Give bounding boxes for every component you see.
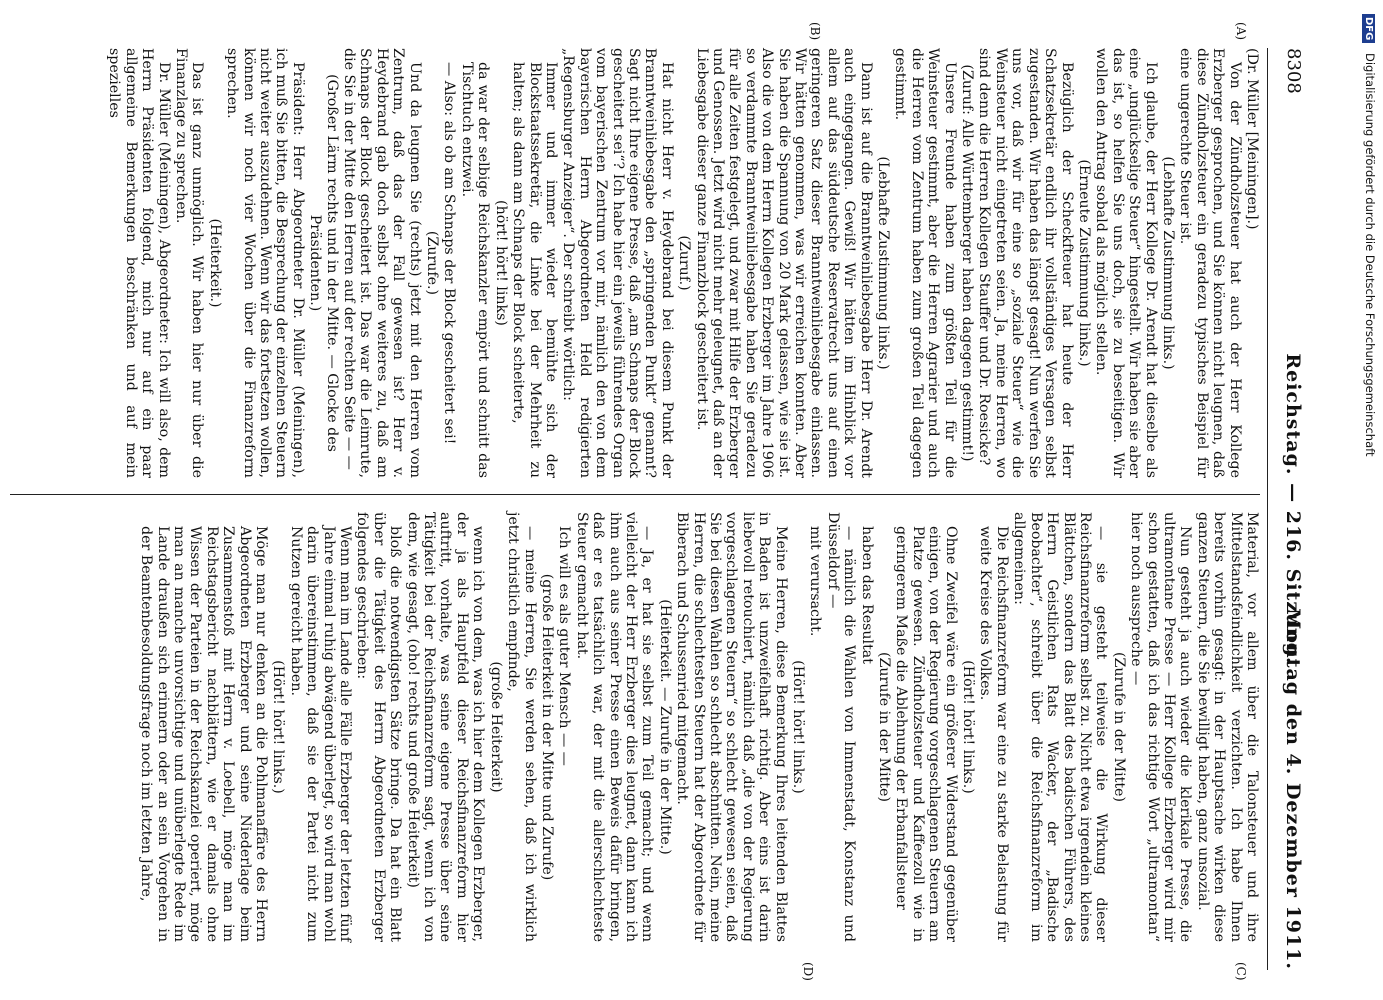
paragraph: — sie gesteht teilweise die Wirkung dieser Reichsfinanzreform selbst zu. Nicht etwa irgendein kleines Blättchen, sondern das Blatt des badischen Führers, des Herrn Geistlichen Rats Wacker, der „Badische Beobachter“, schreibt über die Reichsfinanzreform im allgemeinen:	[1011, 512, 1110, 942]
paragraph: Das ist ganz unmöglich. Wir haben hier nur über die Finanzlage zu sprechen.	[173, 48, 206, 478]
paragraph: Unsere Freunde haben zum größten Teil für die Weinsteuer gestimmt, aber die Herren Agrarier und auch die Herren vom Zentrum haben zum großen Teil dagegen gestimmt.	[892, 48, 958, 478]
paragraph: — nämlich die Wahlen von Immenstadt, Konstanz und Düsseldorf —	[824, 512, 858, 942]
paragraph: Dann ist auf die Branntweinliebesgabe Herr Dr. Arendt auch eingegangen. Gewiß! Wir hätten im Hinblick vor allem auf das süddeutsche Reservatrecht uns auf einen geringeren Satz dieser Branntweinliebesgabe einlassen. Wir hätten genommen, was wir erreichen konnten. Aber Sie haben die Spannung von 20 Mark gelassen, wie sie ist. Also die von dem Herrn Kollegen Erzberger im Jahre 1906 so verdammte Branntweinliebesgabe haben Sie geradezu für alle Zeiten festgelegt, und zwar mit Hilfe der Erzberger und Genossen. Jetzt wird nicht mehr geleugnet, daß an der Liebesgabe dieser ganze Finanzblock gescheitert ist.	[693, 48, 874, 478]
margin-mark-d: (D)	[801, 962, 815, 981]
page-number: 8308	[1283, 48, 1304, 94]
paragraph: — Also: als ob am Schnaps der Block gescheitert sei!	[441, 62, 458, 445]
interjection: (Zuruf: Alle Württemberger haben dagegen gestimmt!)	[959, 64, 976, 462]
session-date: Montag den 4. Dezember 1911.	[1282, 608, 1304, 970]
paragraph: Ich glaube, der Herr Kollege Dr. Arendt hat dieselbe als eine „unglückselige Steuer“ hingestellt. Wir haben sie aber das ist, so helfen Sie uns doch, sie zu beseitigen. Wir wollen den Antrag sobald als möglich stellen.	[1093, 48, 1159, 478]
paragraph: haben das Resultat	[858, 526, 875, 664]
paragraph: Dr. Müller (Meiningen), Abgeordneter: Ich will also, dem Herrn Präsidenten folgend, mich nur auf ein paar allgemeine Bemerkungen beschränken und auf mein spezielles	[106, 48, 172, 478]
margin-mark-a: (A)	[1234, 22, 1248, 41]
paragraph: Möge man nur denken an die Pohlmanaffäre des Herrn Abgeordneten Erzberger und seine Niederlage beim Zusammenstoß mit Herrn v. Loebell, möge man im Reichstagsbericht nachblättern, wie er damals ohne Wissen der Parteien in der Reichskanzlei operiert, möge man an manche unvorsichtige und unüberlegte Rede im Lande draußen sich erinnern oder an sein Vorgehen in der Beamtenbesoldungsfrage noch im letzten Jahre,	[138, 526, 270, 942]
interjection: (Zurufe.)	[424, 230, 441, 296]
column-divider	[10, 494, 1260, 495]
paragraph: Immer und immer wieder bemühte sich der Blockstaatssekretär, die Linke bei der Mehrheit zu halten; als dann am Schnaps der Block scheiterte,	[510, 62, 559, 478]
paragraph: Meine Herren, diese Bemerkung Ihres leitenden Blattes in Baden ist unzweifelhaft richtig. Aber eins ist darin liebevoll retouchiert, nämlich daß „die von der Regierung vorgeschlagenen Steuern“ so schlecht gewesen seien, daß Sie bei diesen Wahlen so schlecht abschnitten. Nein, meine Herren, die schlechtesten Steuern hat der Abgeordnete für Biberach und Schussenried mitgemacht.	[674, 512, 789, 942]
footer-text: Digitalisierung gefördert durch die Deutsche Forschungsgemeinschaft	[1363, 53, 1377, 457]
paragraph: mit verursacht.	[807, 526, 824, 637]
left-column	[10, 48, 1260, 478]
page-header	[1272, 48, 1312, 970]
paragraph: Nun gesteht ja auch wieder die klerikale Presse, die ultramontane Presse — Herr Kollege Erzberger wird mir schon gestatten, daß ich das richtige Wort „ultramontan“ hier noch ausspreche —	[1128, 512, 1194, 942]
interjection: (Erneute Zustimmung links.)	[1075, 159, 1092, 367]
interjection: (Hört! hört! links.)	[270, 660, 287, 794]
paragraph: Präsident: Herr Abgeordneter Dr. Müller (Meiningen), ich muß Sie bitten, die Besprechung der einzelnen Steuern nicht weiter auszudehnen. Wenn wir das fortsetzen wollen, können wir noch vier Wochen über die Finanzreform sprechen.	[224, 48, 306, 478]
page-title: Reichstag. — 216. Sitzung.	[1282, 353, 1304, 665]
margin-mark-b: (B)	[808, 22, 822, 41]
paragraph: Bezüglich der Scheckfteuer hat heute der Herr Schatzsekretär endlich ihr vollständiges Versagen selbst zugestanden. Wir haben das längst gesagt! Nun werfen Sie uns vor, daß wir für eine so „soziale Steuer“ wie die Weinsteuer nicht eingetreten seien. Ja, meine Herren, wo sind denn die Herren Kollegen Stauffer und Dr. Roesicke?	[976, 48, 1075, 478]
paragraph: — meine Herren, Sie werden sehen, daß ich wirklich jetzt christlich empfinde,	[505, 512, 538, 942]
paragraph: Hat nicht Herr v. Heydebrand bei diesem Punkt der Branntweinliebesgabe den „springenden Punkt“ genannt? Sagt nicht Ihre eigene Presse, daß „am Schnaps der Block gescheitert sei“? Ich habe hier ein jeweils führendes Organ vom bayerischen Zentrum vor mir, nämlich den von dem bayerischen Herrn Abgeordneten Held redigierten „Regensburger Anzeiger“. Der schreibt wörtlich:	[560, 48, 675, 478]
interjection: (Heiterkeit.)	[206, 218, 223, 308]
interjection: (Hört! hört! links.)	[790, 660, 807, 794]
paragraph: Wenn man im Lande alle Fälle Erzberger der letzten fünf Jahre einmal ruhig abwägend überlegt, so wird man wohl darin übereinstimmen, daß sie der Partei nicht zum Nutzen gereicht haben.	[287, 526, 354, 942]
interjection: (Zurufe in der Mitte)	[876, 652, 893, 802]
paragraph: Und da leugnen Sie (rechts) jetzt mit den Herren vom Zentrum, daß das der Fall gewesen ist? Herr v. Heydebrand gab doch selbst ohne weiteres zu, daß am Schnaps der Block gescheitert ist. Das war die Leimrute, die Sie in der Mitte den Herren auf der rechten Seite — —	[341, 48, 423, 478]
interjection: (Zuruf.)	[676, 235, 693, 291]
dfg-logo: DFG	[1362, 14, 1375, 43]
interjection: (Heiterkeit. — Zurufe in der Mitte.)	[656, 599, 673, 855]
paragraph: bloß die notwendigsten Sätze bringe. Da hat ein Blatt über die Tätigkeit des Herrn Abgeordneten Erzberger folgendes geschrieben:	[354, 512, 404, 942]
right-column	[10, 512, 1260, 942]
paragraph: — Ja, er hat sie selbst zum Teil gemacht; und wenn vielleicht der Herr Erzberger dies leugnet, dann kann ich ihm auch aus seiner Presse einen Beweis dafür bringen, daß er es tatsächlich war, der mit die allerschlechteste Steuer gemacht hat.	[573, 512, 656, 942]
interjection: (Großer Lärm rechts und in der Mitte. — Glocke des Präsidenten.)	[307, 74, 340, 452]
paragraph: Ohne Zweifel wäre ein größerer Widerstand gegenüber einigen, von der Regierung vorgeschlagenen Steuern am Platze gewesen. Zündholzsteuer und Kaffeezoll wie in geringerem Maße die Ablehnung der Erbanfallsteuer	[893, 526, 959, 942]
interjection: (Lebhafte Zustimmung links.)	[875, 156, 892, 370]
paragraph: (Dr. Müller [Meiningen].)	[1244, 48, 1260, 230]
header-rule	[1267, 48, 1268, 970]
paragraph: da war der selbige Reichskanzler empört und schnitt das Tischtuch entzwei.	[458, 62, 492, 478]
paragraph: Von der Zündholzsteuer hat auch der Herr Kollege Erzberger gesprochen, und Sie können nicht leugnen, daß diese Zündholzsteuer ein geradezu typisches Beispiel für eine ungerechte Steuer ist.	[1177, 48, 1243, 478]
margin-mark-c: (C)	[1234, 962, 1248, 981]
paragraph: wenn ich von dem, was ich hier dem Kollegen Erzberger, der ja als Hauptfeld dieser Reichsfinanzreform hier auftritt, vorhalte, was seine eigene Presse über seine Tätigkeit bei der Reichsfinanzreform sagt, wenn ich von dem, wie gesagt, (oho! rechts und große Heiterkeit)	[404, 512, 487, 942]
interjection: (hört! hört! links)	[492, 200, 509, 326]
paragraph: Ich will es als guter Mensch — —	[556, 526, 573, 766]
paragraph: Die Reichsfinanzreform war eine zu starke Belastung für weite Kreise des Volkes.	[977, 526, 1010, 942]
interjection: (Zurufe in der Mitte)	[1110, 652, 1127, 802]
interjection: (große Heiterkeit in der Mitte und Zurufe)	[538, 573, 555, 881]
interjection: (große Heiterkeit)	[487, 661, 504, 793]
digitization-footer	[1352, 8, 1380, 993]
paragraph: Material, vor allem über die Talonsteuer und ihre Mittelstandsfeindlichkeit verzichten. Ich habe Ihnen bereits vorhin gesagt: in der Hauptsache wirken diese ganzen Steuern, die Sie bewilligt haben, ganz unsozial.	[1194, 512, 1260, 942]
interjection: (Lebhafte Zustimmung links.)	[1159, 156, 1176, 370]
interjection: (Hört! hört! links.)	[960, 660, 977, 794]
